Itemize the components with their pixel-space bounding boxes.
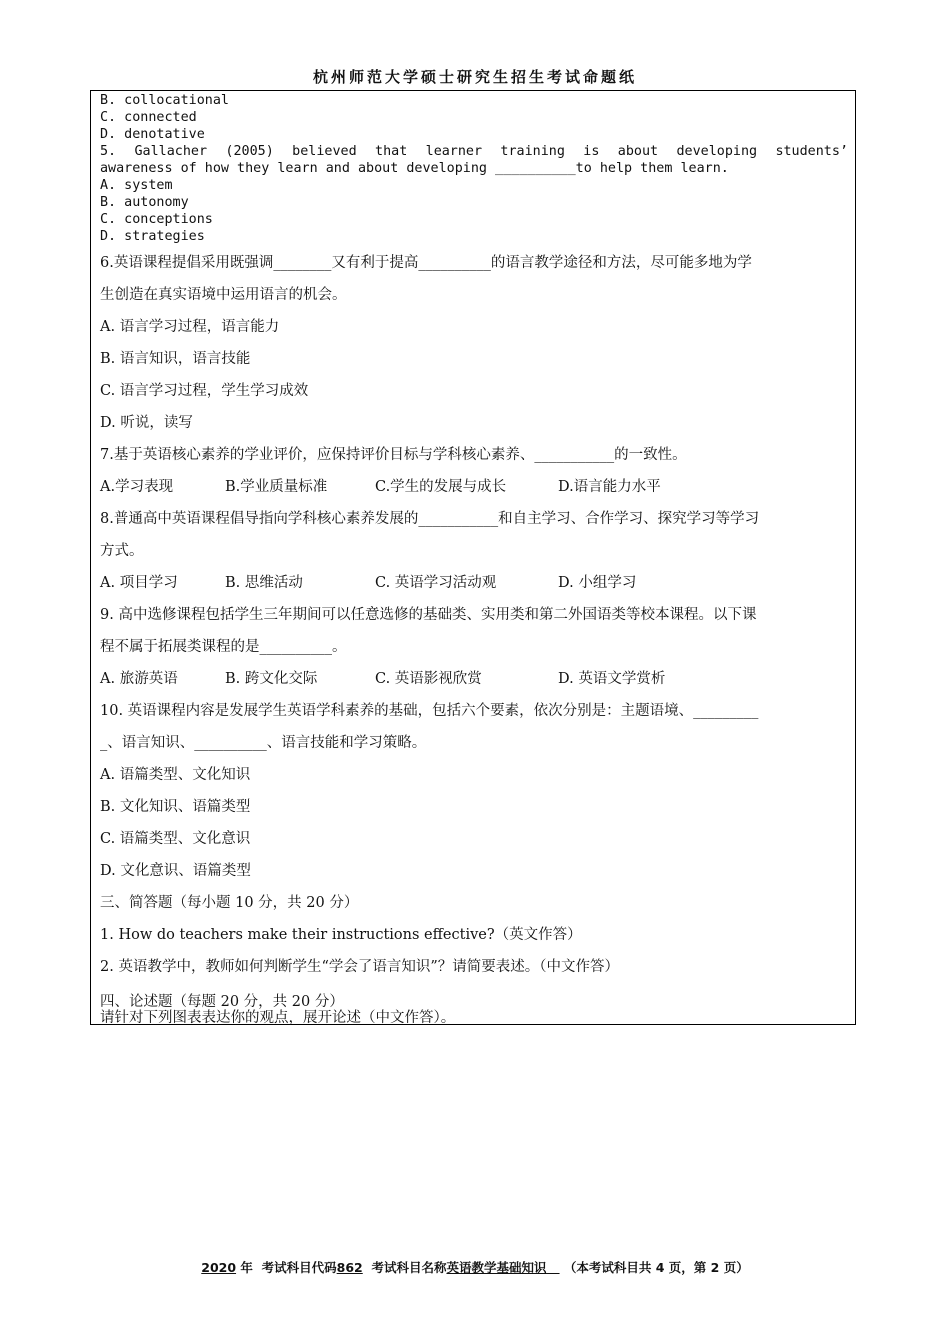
- q8-option-c: C. 英语学习活动观: [375, 575, 497, 591]
- q4-option-b: B. collocational: [100, 93, 229, 108]
- q5-option-c: C. conceptions: [100, 212, 213, 227]
- q10-stem-line1: 10. 英语课程内容是发展学生英语学科素养的基础，包括六个要素，依次分别是：主题语境、_________: [100, 703, 759, 719]
- q10-option-c: C. 语篇类型、文化意识: [100, 831, 251, 847]
- q5-option-b: B. autonomy: [100, 195, 189, 210]
- q7-option-b: B.学业质量标准: [225, 479, 328, 495]
- footer-subject-name: 英语教学基础知识: [446, 1260, 547, 1275]
- q6-stem-line2: 生创造在真实语境中运用语言的机会。: [100, 287, 347, 303]
- q8-stem-line2: 方式。: [100, 543, 144, 559]
- q5-option-a: A. system: [100, 178, 173, 193]
- section4-instruction: 请针对下列图表表达你的观点，展开论述（中文作答）。: [100, 1010, 456, 1026]
- q8-stem-line1: 8.普通高中英语课程倡导指向学科核心素养发展的___________和自主学习、合作学习、探究学习等学习: [100, 511, 760, 527]
- q5-option-d: D. strategies: [100, 229, 205, 244]
- q6-option-a: A. 语言学习过程，语言能力: [100, 319, 280, 335]
- footer-name-label: 考试科目名称: [371, 1260, 447, 1275]
- q6-option-d: D. 听说，读写: [100, 415, 193, 431]
- q7-option-d: D.语言能力水平: [558, 479, 661, 495]
- q6-stem-line1: 6.英语课程提倡采用既强调________又有利于提高__________的语言教学途径和方法，尽可能多地为学: [100, 255, 752, 271]
- q9-option-d: D. 英语文学赏析: [558, 671, 666, 687]
- q7-option-c: C.学生的发展与成长: [375, 479, 507, 495]
- q4-option-c: C. connected: [100, 110, 197, 125]
- q10-option-a: A. 语篇类型、文化知识: [100, 767, 251, 783]
- q9-option-a: A. 旅游英语: [100, 671, 178, 687]
- q9-option-c: C. 英语影视欣赏: [375, 671, 482, 687]
- q5-stem-line1: 5. Gallacher (2005) believed that learner training is about developing students’: [100, 144, 848, 159]
- q9-stem-line1: 9. 高中选修课程包括学生三年期间可以任意选修的基础类、实用类和第二外国语类等校本课程。以下课: [100, 607, 757, 623]
- exam-footer: [0, 1258, 950, 1276]
- q5-stem-line2: awareness of how they learn and about developing __________to help them learn.: [100, 161, 729, 176]
- q7-option-a: A.学习表现: [100, 479, 174, 495]
- q10-option-d: D. 文化意识、语篇类型: [100, 863, 251, 879]
- q4-option-d: D. denotative: [100, 127, 205, 142]
- footer-year: 2020: [201, 1260, 237, 1275]
- q9-stem-line2: 程不属于拓展类课程的是__________。: [100, 639, 347, 655]
- footer-subject-code: 862: [336, 1260, 363, 1275]
- q10-option-b: B. 文化知识、语篇类型: [100, 799, 251, 815]
- section3-question-2: 2. 英语教学中，教师如何判断学生“学会了语言知识”？请简要表述。（中文作答）: [100, 959, 620, 975]
- q8-option-a: A. 项目学习: [100, 575, 178, 591]
- question-frame: [90, 90, 856, 1025]
- q6-option-c: C. 语言学习过程，学生学习成效: [100, 383, 309, 399]
- footer-year-label: 年 考试科目代码: [240, 1260, 337, 1275]
- q10-stem-line2: _、语言知识、__________、语言技能和学习策略。: [100, 735, 427, 751]
- q8-option-b: B. 思维活动: [225, 575, 303, 591]
- footer-page-info: （本考试科目共 4 页，第 2 页）: [563, 1260, 749, 1275]
- section3-title: 三、简答题（每小题 10 分，共 20 分）: [100, 895, 359, 911]
- q8-option-d: D. 小组学习: [558, 575, 637, 591]
- exam-paper-title: 杭州师范大学硕士研究生招生考试命题纸: [312, 68, 637, 86]
- q9-option-b: B. 跨文化交际: [225, 671, 318, 687]
- q7-stem: 7.基于英语核心素养的学业评价，应保持评价目标与学科核心素养、___________的一致性。: [100, 447, 687, 463]
- section3-question-1: 1. How do teachers make their instructions effective?（英文作答）: [100, 927, 582, 943]
- section4-title: 四、论述题（每题 20 分，共 20 分）: [100, 994, 344, 1010]
- q6-option-b: B. 语言知识，语言技能: [100, 351, 251, 367]
